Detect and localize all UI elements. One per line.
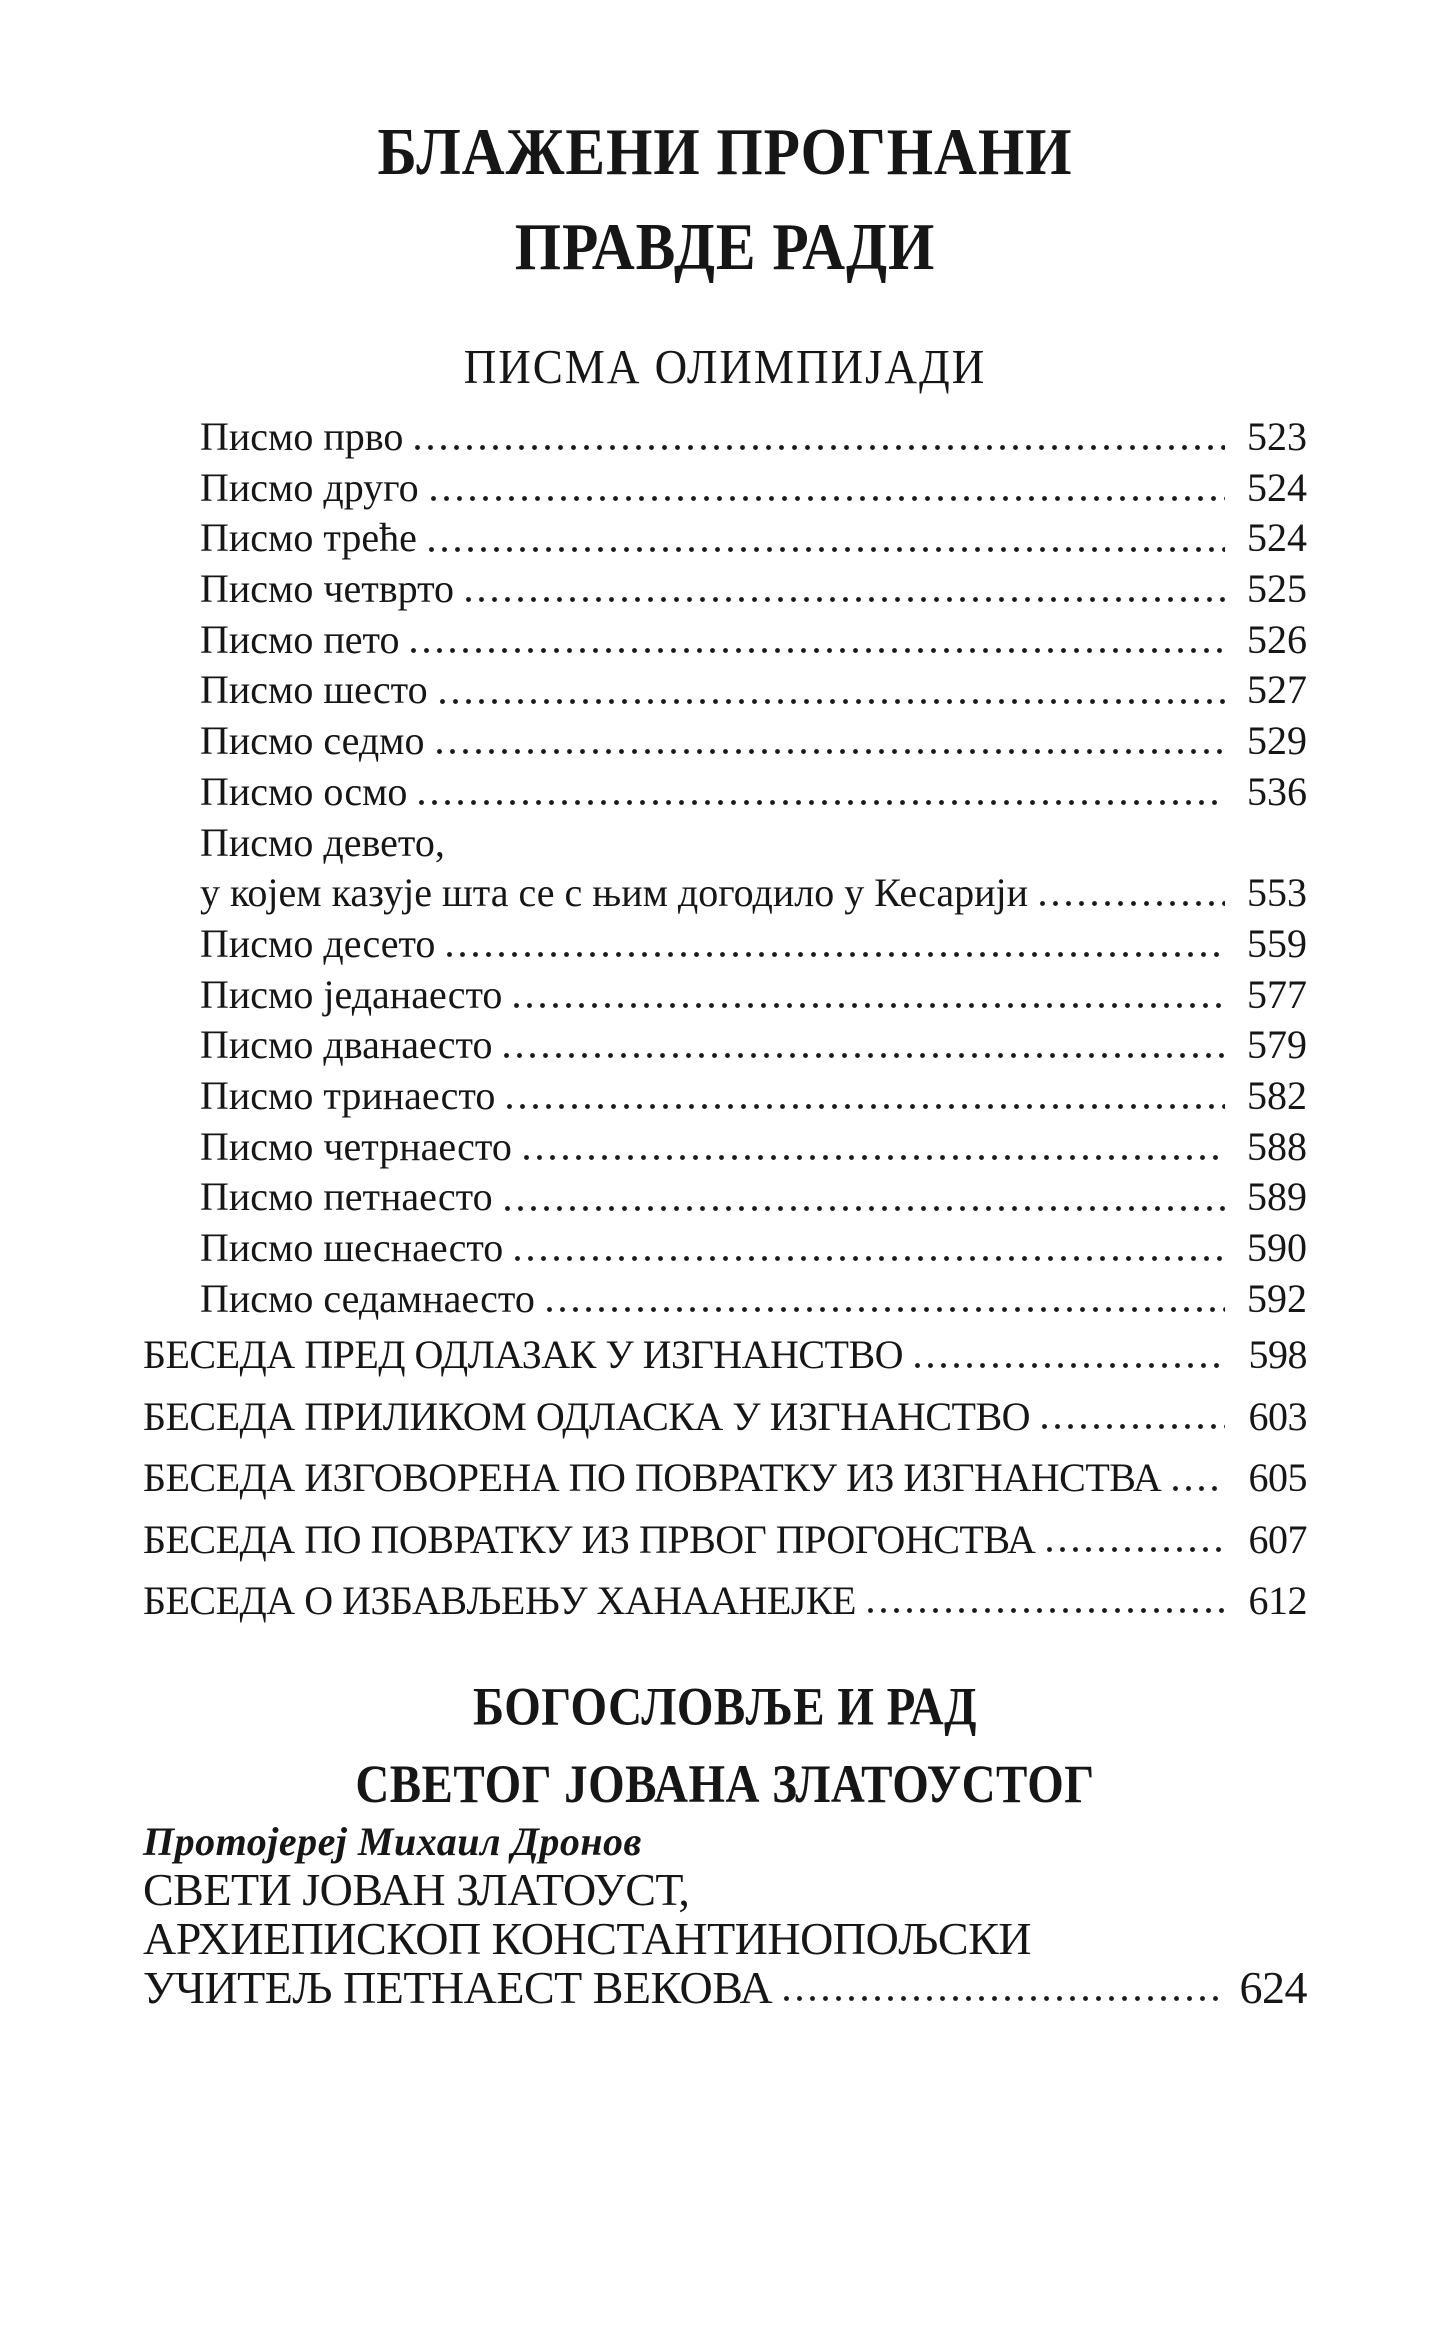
toc-entry-label: Писмо једанаесто	[200, 971, 503, 1017]
sermons-toc-list	[143, 1324, 1307, 1631]
toc-page-number: 579	[1247, 1022, 1307, 1068]
toc-entry-label: Писмо девето,	[200, 819, 445, 865]
dot-leader	[547, 1307, 1225, 1312]
toc-page-number: 612	[1248, 1577, 1307, 1623]
dot-leader	[415, 445, 1225, 450]
toc-row	[143, 1223, 1307, 1274]
toc-page-number: 527	[1247, 667, 1307, 713]
toc-page-number: 525	[1247, 566, 1307, 612]
toc-page-number: 536	[1247, 768, 1307, 814]
toc-page-number: 603	[1248, 1393, 1307, 1439]
toc-entry-label: Писмо десето	[200, 920, 436, 966]
dot-leader	[507, 1104, 1225, 1109]
toc-row	[143, 615, 1307, 666]
section2-heading	[178, 1668, 1272, 1824]
toc-row	[143, 1447, 1307, 1508]
dot-leader	[524, 1155, 1225, 1160]
toc-row	[143, 463, 1307, 514]
dot-leader	[1047, 1547, 1225, 1552]
toc-entry-label: АРХИЕПИСКОП КОНСТАНТИНОПОЉСКИ	[143, 1913, 1031, 1965]
toc-row	[143, 1570, 1307, 1631]
dot-leader	[440, 699, 1225, 704]
toc-entry-label: Писмо треће	[200, 515, 417, 561]
dot-leader	[429, 547, 1225, 552]
toc-row	[143, 665, 1307, 716]
section2-heading-line2: СВЕТОГ ЈОВАНА ЗЛАТОУСТОГ	[355, 1753, 1095, 1815]
toc-page-number: 624	[1239, 1962, 1307, 2014]
toc-entry-label: БЕСЕДА ПРЕД ОДЛАЗАК У ИЗГНАНСТВО	[143, 1332, 904, 1378]
toc-entry-label: Писмо тринаесто	[200, 1072, 496, 1118]
toc-page-number: 524	[1247, 515, 1307, 561]
dot-leader	[437, 749, 1226, 754]
toc-entry-label: СВЕТИ ЈОВАН ЗЛАТОУСТ,	[143, 1864, 690, 1916]
toc-entry-label: Писмо пето	[200, 616, 400, 662]
toc-row-first-line	[143, 818, 1307, 869]
toc-page-number: 529	[1247, 718, 1307, 764]
dot-leader	[505, 1206, 1225, 1211]
dot-leader	[1040, 901, 1225, 906]
toc-entry-label: Писмо дванаесто	[200, 1022, 493, 1068]
dot-leader	[431, 496, 1225, 501]
toc-row-line	[143, 1963, 1307, 2012]
toc-row	[143, 1386, 1307, 1447]
toc-row-line	[143, 1914, 1307, 1963]
toc-row	[143, 1020, 1307, 1071]
letters-toc-list	[143, 412, 1307, 1324]
section2-heading-line1: БОГОСЛОВЉЕ И РАД	[473, 1676, 977, 1737]
dot-leader	[466, 597, 1225, 602]
dot-leader	[504, 1053, 1225, 1058]
dot-leader	[784, 1996, 1225, 2001]
toc-row	[143, 564, 1307, 615]
toc-row	[143, 716, 1307, 767]
final-toc-entry	[143, 1865, 1307, 2012]
toc-row	[143, 1122, 1307, 1173]
dot-leader	[915, 1363, 1225, 1368]
toc-entry-continuation: у којем казује шта се с њим догодило у Кесарији	[200, 870, 1029, 916]
toc-page-number: 607	[1248, 1516, 1307, 1562]
toc-entry-label: БЕСЕДА ИЗГОВОРЕНА ПО ПОВРАТКУ ИЗ ИЗГНАНСТВА	[143, 1455, 1162, 1501]
book-title-line2: ПРАВДЕ РАДИ	[514, 210, 936, 285]
toc-page-number: 589	[1247, 1174, 1307, 1220]
toc-content	[143, 0, 1307, 2012]
toc-page-number: 598	[1248, 1332, 1307, 1378]
toc-entry-label: Писмо седамнаесто	[200, 1275, 535, 1321]
toc-row	[143, 970, 1307, 1021]
toc-row	[143, 1274, 1307, 1325]
toc-page-number: 559	[1247, 920, 1307, 966]
toc-row	[143, 1324, 1307, 1385]
dot-leader	[514, 1003, 1225, 1008]
section1-heading: ПИСМА ОЛИМПИЈАДИ	[463, 339, 987, 394]
book-title-line1: БЛАЖЕНИ ПРОГНАНИ	[377, 115, 1073, 190]
toc-page-number: 524	[1247, 464, 1307, 510]
toc-row-continuation	[143, 868, 1307, 919]
toc-entry-label: Писмо прво	[200, 414, 404, 459]
toc-row	[143, 919, 1307, 970]
dot-leader	[411, 648, 1225, 653]
toc-entry-label: Писмо шесто	[200, 667, 428, 713]
toc-entry-label: Писмо петнаесто	[200, 1174, 493, 1220]
toc-page-number: 588	[1247, 1123, 1307, 1169]
toc-page-number: 526	[1247, 616, 1307, 662]
toc-page-number: 605	[1248, 1455, 1307, 1501]
dot-leader	[1042, 1424, 1225, 1429]
author-byline: Протојереј Михаил Дронов	[143, 1819, 642, 1865]
dot-leader	[419, 800, 1225, 805]
toc-entry-label: Писмо друго	[200, 464, 419, 510]
toc-entry-label: БЕСЕДА ПО ПОВРАТКУ ИЗ ПРВОГ ПРОГОНСТВА	[143, 1516, 1036, 1562]
toc-entry-label: БЕСЕДА О ИЗБАВЉЕЊУ ХАНААНЕЈКЕ	[143, 1577, 856, 1623]
toc-page-number: 577	[1247, 971, 1307, 1017]
toc-row	[143, 412, 1307, 463]
dot-leader	[868, 1608, 1225, 1613]
toc-row	[143, 1071, 1307, 1122]
toc-page-number: 590	[1247, 1225, 1307, 1270]
toc-entry-label: УЧИТЕЉ ПЕТНАЕСТ ВЕКОВА	[143, 1962, 773, 2014]
dot-leader	[515, 1256, 1225, 1261]
toc-page-number: 553	[1247, 870, 1307, 916]
toc-entry-label: Писмо четрнаесто	[200, 1123, 512, 1169]
toc-entry-label: Писмо четврто	[200, 566, 455, 612]
book-title	[166, 105, 1283, 295]
toc-entry-label: Писмо осмо	[200, 768, 408, 814]
dot-leader	[1173, 1486, 1225, 1491]
dot-leader	[447, 952, 1225, 957]
toc-row-line	[143, 1865, 1307, 1914]
toc-row	[143, 767, 1307, 818]
toc-row	[143, 1509, 1307, 1570]
toc-entry-label: БЕСЕДА ПРИЛИКОМ ОДЛАСКА У ИЗГНАНСТВО	[143, 1393, 1031, 1439]
toc-row	[143, 513, 1307, 564]
toc-entry-label: Писмо седмо	[200, 718, 425, 764]
toc-page-number: 592	[1247, 1275, 1307, 1321]
toc-page-number: 582	[1247, 1072, 1307, 1118]
toc-row	[143, 1172, 1307, 1223]
toc-entry-label: Писмо шеснаесто	[200, 1225, 504, 1270]
toc-page-number: 523	[1247, 414, 1307, 459]
